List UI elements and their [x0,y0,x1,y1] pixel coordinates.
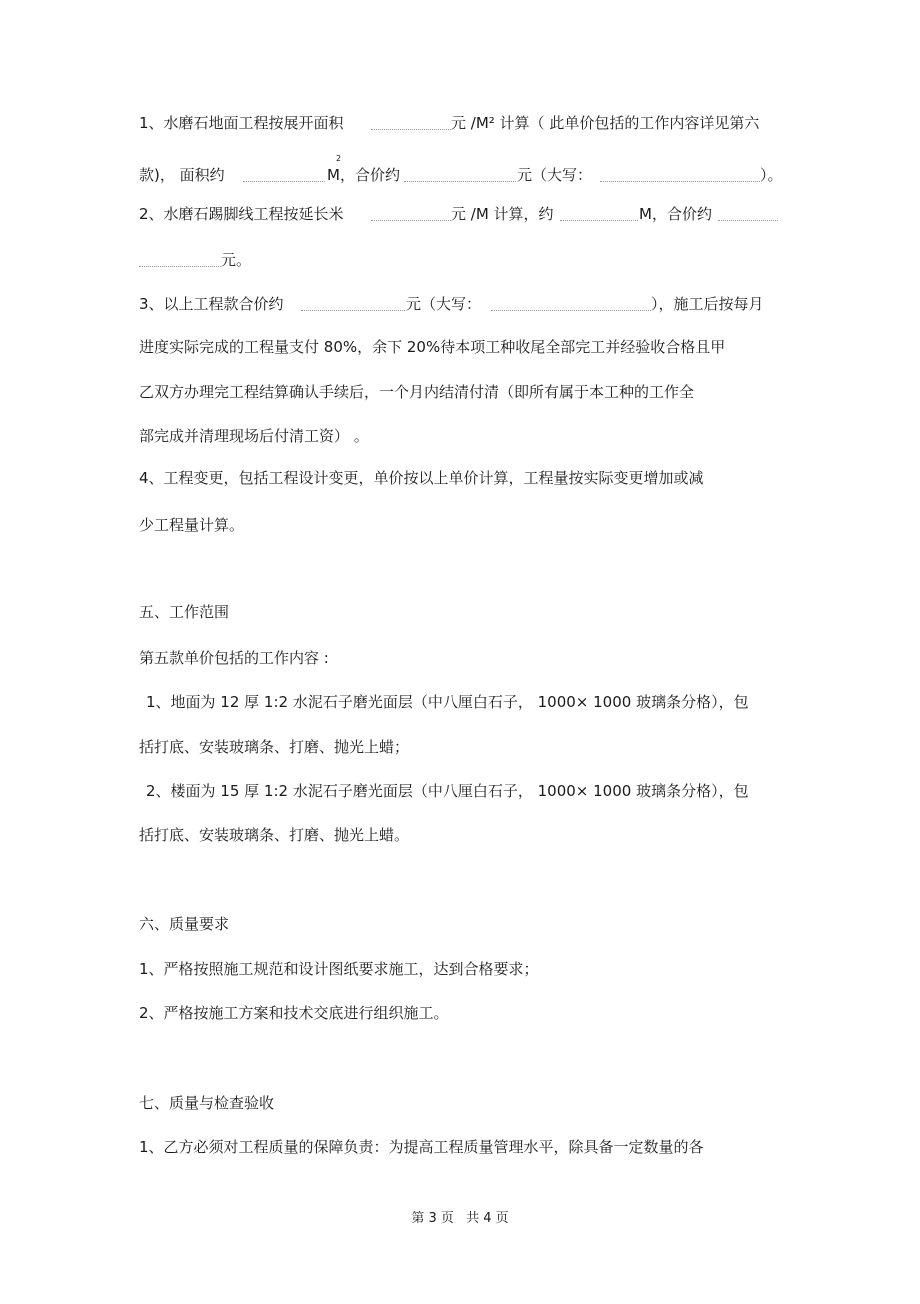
clause-1-text-c: 款)， 面积约 [139,166,225,184]
clause-3-text-b: 元（大写： [406,295,482,313]
section-6-item-2: 2、严格按施工方案和技术交底进行组织施工。 [139,1004,449,1022]
clause-2-text-d: 元。 [221,251,252,269]
clause-3-text-d: 进度实际完成的工程量支付 80%，余下 20%待本项工种收尾全部完工并经验收合格且甲 [139,338,726,356]
clause-1-text-f: ）。 [760,166,783,184]
page-number: 第 3 页 [411,1211,454,1226]
section-5-title: 五、工作范围 [139,603,230,621]
clause-2-text-a: 2、水磨石踢脚线工程按延长米 [139,205,344,223]
page-total: 共 4 页 [466,1211,509,1226]
clause-1-text-e: 元（大写： [517,166,593,184]
clause-3-text-a: 3、以上工程款合价约 [139,295,284,313]
total-price-blank[interactable] [301,296,405,311]
area-amount-blank[interactable] [243,167,325,182]
clause-3-text-c: ），施工后按每月 [651,295,764,313]
section-5-item-1-b: 括打底、安装玻璃条、打磨、抛光上蜡； [139,738,410,756]
skirting-length-blank[interactable] [560,206,638,221]
clause-2-text-b: 元 /M 计算，约 [451,205,554,223]
area-total-words-blank[interactable] [600,167,760,182]
clause-3-text-e: 乙双方办理完工程结算确认手续后，一个月内结清付清（即所有属于本工种的工作全 [139,383,695,401]
clause-4-text-b: 少工程量计算。 [139,516,245,534]
clause-4-text-a: 4、工程变更，包括工程设计变更，单价按以上单价计算，工程量按实际变更增加或减 [139,469,704,487]
skirting-total-price-blank-cont[interactable] [139,252,221,267]
section-7-item-1: 1、乙方必须对工程质量的保障负责：为提高工程质量管理水平，除具备一定数量的各 [139,1138,704,1156]
clause-1-text-d: M，合价约 [327,166,400,184]
section-5-item-1-a: 1、地面为 12 厚 1:2 水泥石子磨光面层（中八厘白石子， 1000× 1000 玻璃条分格），包 [146,693,749,711]
section-6-title: 六、质量要求 [139,915,230,933]
section-7-title: 七、质量与检查验收 [139,1094,275,1112]
area-unit-price-blank[interactable] [371,115,451,130]
superscript-2: 2 [336,154,342,163]
skirting-total-price-blank[interactable] [718,206,778,221]
clause-3-text-f: 部完成并清理现场后付清工资） 。 [139,427,369,445]
section-5-item-2-b: 括打底、安装玻璃条、打磨、抛光上蜡。 [139,826,410,844]
section-5-intro: 第五款单价包括的工作内容 : [139,649,329,667]
page-footer [0,1210,920,1228]
clause-1-text-b: 元 /M² 计算（ 此单价包括的工作内容详见第六 [451,114,760,132]
total-price-words-blank[interactable] [491,296,651,311]
section-5-item-2-a: 2、楼面为 15 厚 1:2 水泥石子磨光面层（中八厘白石子， 1000× 1000 玻璃条分格），包 [146,782,749,800]
skirting-unit-price-blank[interactable] [371,206,451,221]
section-6-item-1: 1、严格按照施工规范和设计图纸要求施工，达到合格要求； [139,960,539,978]
area-total-price-blank[interactable] [404,167,516,182]
clause-2-text-c: M，合价约 [639,205,712,223]
clause-1-text-a: 1、水磨石地面工程按展开面积 [139,114,344,132]
